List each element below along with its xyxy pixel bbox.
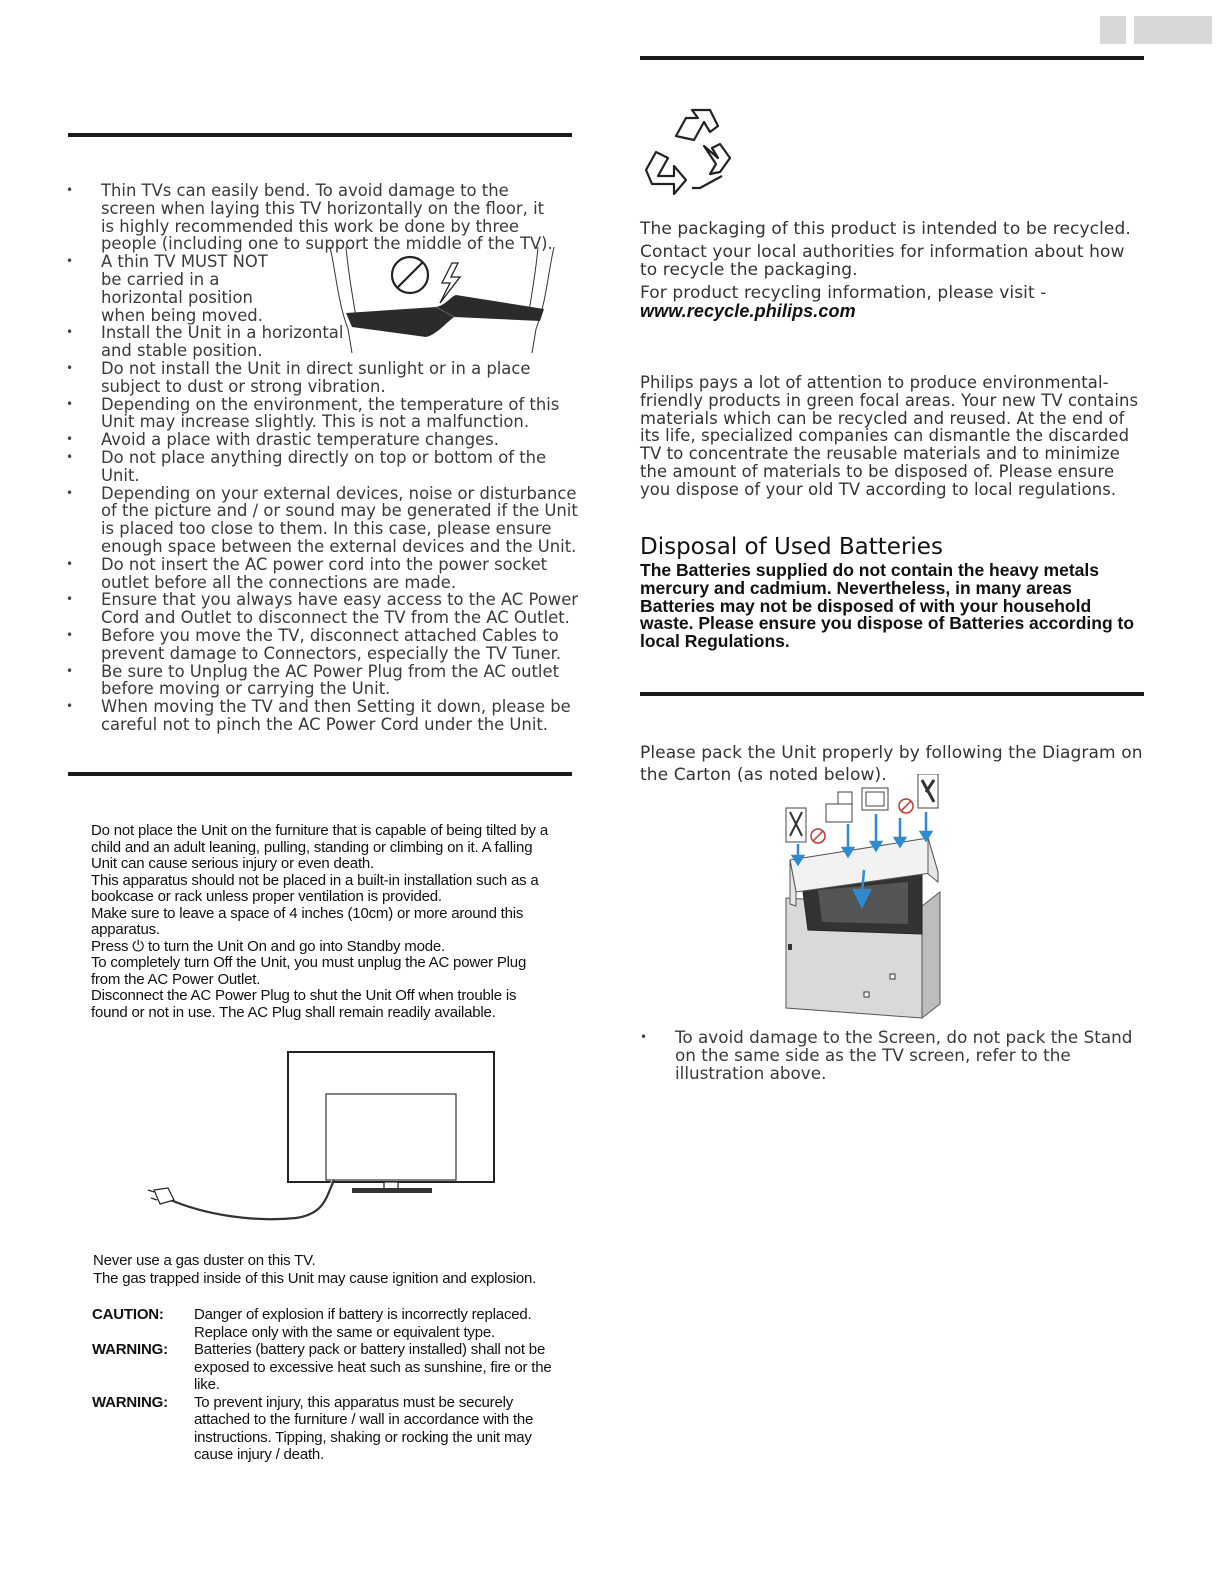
tv-power-cord-illustration [146,1048,498,1228]
section-rule-recycling [640,56,1144,60]
recycle-url-link[interactable]: www.recycle.philips.com [640,301,856,321]
list-item: • Thin TVs can easily bend. To avoid damage to the screen when laying this TV horizontally on the floor, it is highly recommended this work be done by three people (including one to support the middle of the TV). [66,182,561,253]
list-item: • Be sure to Unplug the AC Power Plug from the AC outlet before moving or carrying the Unit. [66,663,586,699]
list-item: • Install the Unit in a horizontal and stable position. [66,324,351,360]
list-item: • Depending on your external devices, noise or disturbance of the picture and / or sound may be generated if the Unit is placed too close to them. In this case, please ensure enough space between the external devices and the Unit. [66,485,586,556]
safety-paragraph: This apparatus should not be placed in a built-in installation such as a bookcase or rack unless proper ventilation is provided. [91,871,539,905]
batteries-text: The Batteries supplied do not contain the heavy metals mercury and cadmium. Nevertheless, in many areas Batteries may not be disposed of with your household waste. Please ensure you dispose of Batteries according to local Regulations. [640,560,1135,652]
power-plug-icon [148,1188,174,1204]
safety-paragraph: Do not place the Unit on the furniture that is capable of being tilted by a child and an adult leaning, pulling, standing or climbing on it. A falling Unit can cause serious injury or even death. [91,822,548,872]
list-item: • To avoid damage to the Screen, do not pack the Stand on the same side as the TV screen, refer to the illustration above. [640,1028,1145,1082]
setup-bullet-list [66,182,586,734]
warning-tag: CAUTION: [92,1306,164,1323]
list-item: • Avoid a place with drastic temperature changes. [66,431,586,449]
safety-paragraph: To completely turn Off the Unit, you must unplug the AC power Plug from the AC Power Outlet. [91,954,527,988]
page-label-box [1134,16,1212,44]
warning-text: To prevent injury, this apparatus must be securely attached to the furniture / wall in accordance with the instructions. Tipping, shaking or rocking the unit may cause injury / death. [194,1393,534,1463]
philips-environment-paragraph: Philips pays a lot of attention to produce environmental-friendly products in green focal areas. Your new TV contains materials which can be recycled and reused. At the end of its life, specialized companies can dismantle the discarded TV to concentrate the reusable materials and to minimize the amount of materials to be disposed of. Please ensure you dispose of your old TV according to local regulations. [640,373,1139,499]
section-rule-setup [68,133,572,137]
packing-carton-illustration [778,774,944,1020]
warning-text: Batteries (battery pack or battery installed) shall not be exposed to excessive heat such as sunshine, fire or the like. [194,1341,552,1393]
list-item: • When moving the TV and then Setting it down, please be careful not to pinch the AC Power Cord under the Unit. [66,698,586,734]
warning-text: Danger of explosion if battery is incorrectly replaced. Replace only with the same or equivalent type. [194,1306,532,1341]
warning-row [92,1306,572,1341]
warning-tag: WARNING: [92,1393,168,1411]
list-item: • Before you move the TV, disconnect attached Cables to prevent damage to Connectors, especially the TV Tuner. [66,627,586,663]
warnings-block [92,1306,572,1464]
list-item: • Do not install the Unit in direct sunlight or in a place subject to dust or strong vibration. [66,360,586,396]
gas-duster-note: Never use a gas duster on this TV. The gas trapped inside of this Unit may cause ignition and explosion. [93,1252,537,1287]
packing-instructions: Please pack the Unit properly by following the Diagram on the Carton (as noted below). [640,743,1143,785]
packing-bullet-list [640,1028,1145,1082]
list-item: • Do not place anything directly on top or bottom of the Unit. [66,449,586,485]
warning-row [92,1341,572,1394]
safety-paragraph: Disconnect the AC Power Plug to shut the Unit Off when trouble is found or not in use. The AC Plug shall remain readily available. [91,987,517,1021]
page-marker-box [1100,16,1126,44]
batteries-heading: Disposal of Used Batteries [640,534,943,560]
recycle-info: The packaging of this product is intended to be recycled. Contact your local authorities for information about how to recycle the packaging. For product recycling information, please visit - www.recycle.philips.com [640,220,1140,320]
section-rule-packing [640,692,1144,696]
list-item: • Do not insert the AC power cord into the power socket outlet before all the connections are made. [66,556,586,592]
warning-row [92,1394,572,1464]
recycle-icon [640,106,736,198]
section-rule-safety [68,772,572,776]
list-item: • Ensure that you always have easy access to the AC Power Cord and Outlet to disconnect the TV from the AC Outlet. [66,591,586,627]
warning-tag: WARNING: [92,1341,168,1358]
list-item: • A thin TV MUST NOT be carried in a horizontal position when being moved. [66,253,291,324]
list-item: • Depending on the environment, the temperature of this Unit may increase slightly. This is not a malfunction. [66,396,586,432]
safety-paragraphs [91,823,553,1021]
safety-paragraph: Make sure to leave a space of 4 inches (10cm) or more around this apparatus. [91,904,524,938]
safety-paragraph: Press ⏻ to turn the Unit On and go into Standby mode. [91,937,445,955]
